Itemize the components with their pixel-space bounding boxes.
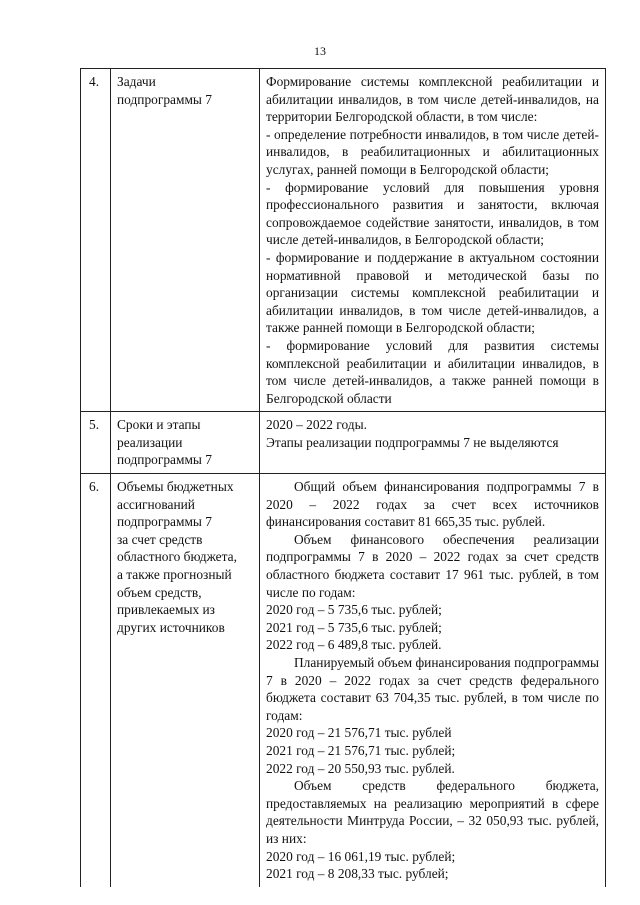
label-line: подпрограммы 7 — [117, 452, 212, 468]
label-line: подпрограммы 7 — [117, 514, 212, 530]
label-line: реализации — [117, 434, 183, 450]
content-paragraph: - формирование условий для повышения уровня профессионального развития и занятости, включая сопровождаемое содействие занятости, инвалидов, в том числе детей-инвалидов, в Белгородской области; — [266, 179, 599, 248]
label-line: а также прогнозный — [117, 567, 232, 583]
table-row — [81, 69, 606, 412]
label-line: ассигнований — [117, 496, 195, 512]
label-line: привлекаемых из — [117, 602, 215, 618]
content-paragraph: Формирование системы комплексной реабилитации и абилитации инвалидов, в том числе детей-инвалидов, на территории Белгородской области, в том числе: — [266, 74, 599, 125]
page-number: 13 — [314, 44, 326, 58]
content-paragraph: 2020 год – 5 735,6 тыс. рублей; — [266, 602, 442, 618]
label-line: Задачи — [117, 74, 156, 89]
row-label — [111, 474, 260, 887]
content-paragraph: 2022 год – 6 489,8 тыс. рублей. — [266, 637, 442, 653]
content-paragraph: 2020 год – 21 576,71 тыс. рублей — [266, 725, 452, 741]
label-line: областного бюджета, — [117, 549, 237, 565]
content-paragraph: Объем финансового обеспечения реализации подпрограммы 7 в 2020 – 2022 годах за счет средств областного бюджета составит 17 961 тыс. рублей, в том числе по годам: — [266, 531, 599, 600]
content-paragraph: - формирование и поддержание в актуальном состоянии нормативной правовой и методической базы по организации системы комплексной реабилитации и абилитации инвалидов, в том числе детей-инвалидов, а также ранней помощи в Белгородской области; — [266, 249, 599, 336]
row-number: 5. — [81, 412, 111, 474]
content-paragraph: Планируемый объем финансирования подпрограммы 7 в 2020 – 2022 годах за счет средств федерального бюджета составит 63 704,35 тыс. рублей, в том числе по годам: — [266, 655, 599, 723]
content-paragraph: - определение потребности инвалидов, в том числе детей-инвалидов, в реабилитационных и абилитационных услугах, ранней помощи в Белгородской области; — [266, 126, 599, 177]
row-label — [111, 412, 260, 474]
label-line: Сроки и этапы — [117, 417, 201, 433]
content-paragraph: 2021 год – 21 576,71 тыс. рублей; — [266, 742, 456, 758]
label-line: за счет средств — [117, 531, 203, 547]
label-line: объем средств, — [117, 584, 202, 600]
content-paragraph: 2022 год – 20 550,93 тыс. рублей. — [266, 760, 455, 776]
content-paragraph: 2020 год – 16 061,19 тыс. рублей; — [266, 848, 456, 864]
content-paragraph: 2021 год – 5 735,6 тыс. рублей; — [266, 619, 442, 635]
label-line: подпрограммы 7 — [117, 91, 212, 107]
content-paragraph: Этапы реализации подпрограммы 7 не выделяются — [266, 434, 559, 450]
content-paragraph: - формирование условий для развития системы комплексной реабилитации и абилитации инвалидов, в том числе детей-инвалидов, а также ранней помощи в Белгородской области — [266, 337, 599, 406]
content-paragraph: 2021 год – 8 208,33 тыс. рублей; — [266, 866, 449, 882]
row-number: 6. — [81, 474, 111, 887]
row-content — [260, 69, 606, 412]
label-line: Объемы бюджетных — [117, 479, 234, 495]
row-content — [260, 474, 606, 887]
content-paragraph: Общий объем финансирования подпрограммы 7 в 2020 – 2022 годах за счет всех источников финансирования составит 81 665,35 тыс. рублей. — [266, 479, 599, 530]
row-content — [260, 412, 606, 474]
subprogram-passport-table — [80, 68, 606, 887]
table-row — [81, 412, 606, 474]
content-paragraph: Объем средств федерального бюджета, предоставляемых на реализацию мероприятий в сфере деятельности Минтруда России, – 32 050,93 тыс. рублей, из них: — [266, 778, 599, 846]
row-label — [111, 69, 260, 412]
table-row — [81, 474, 606, 887]
label-line: других источников — [117, 619, 225, 635]
row-number: 4. — [81, 69, 111, 412]
content-paragraph: 2020 – 2022 годы. — [266, 417, 367, 433]
